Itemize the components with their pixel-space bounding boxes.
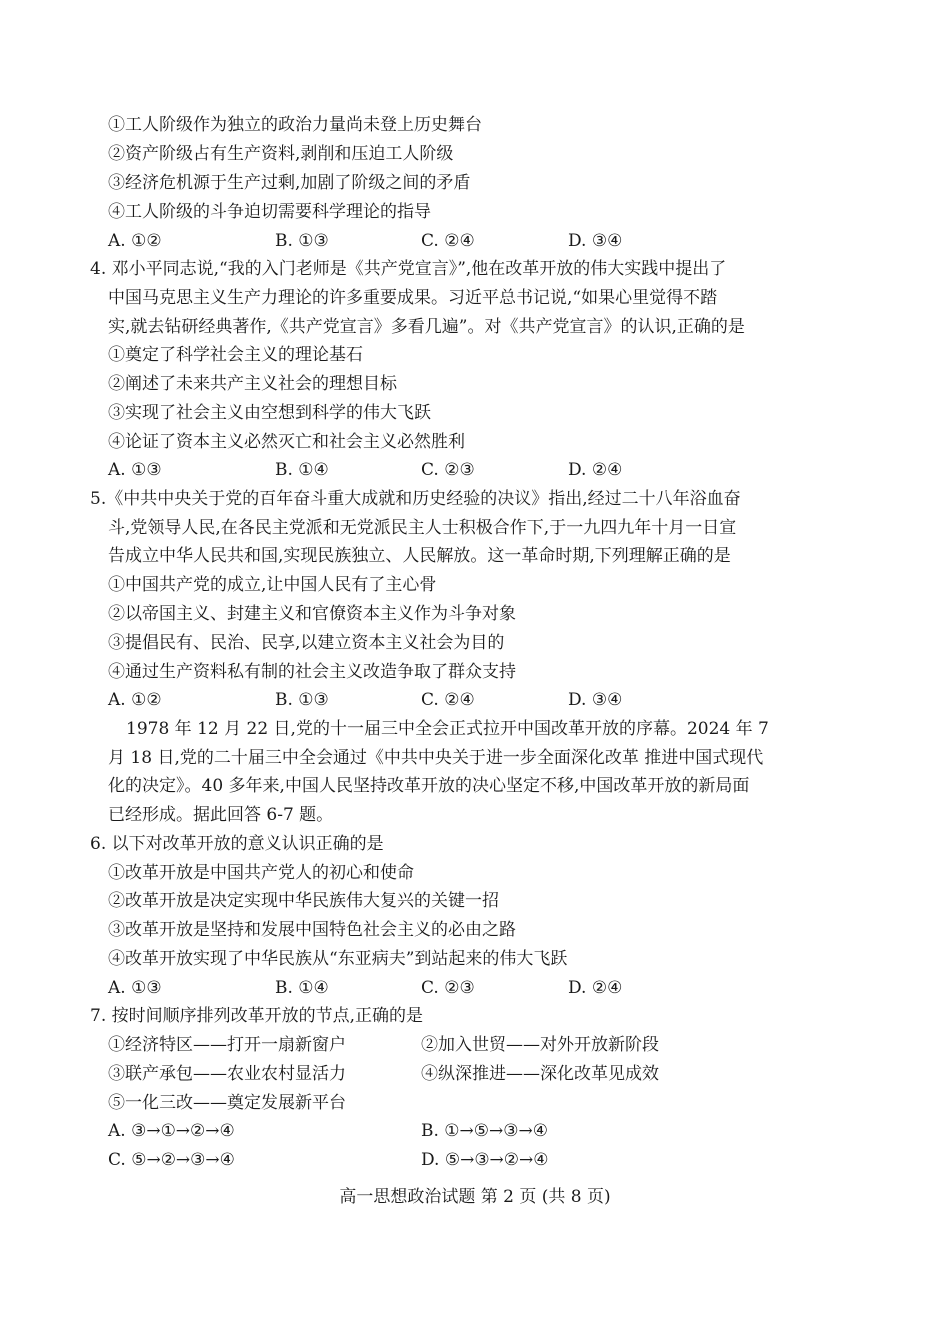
q7-item-1: ①经济特区——打开一扇新窗户: [108, 1035, 346, 1055]
q7-option-a: A. ③→①→②→④: [108, 1121, 235, 1141]
q3-option-a: A. ①②: [108, 231, 162, 251]
q7-item-3: ③联产承包——农业农村显活力: [108, 1064, 346, 1084]
q3-item-2: ②资产阶级占有生产资料,剥削和压迫工人阶级: [108, 144, 454, 164]
page-footer: 高一思想政治试题 第 2 页 (共 8 页): [339, 1187, 611, 1207]
material-line-1: 1978 年 12 月 22 日,党的十一届三中全会正式拉开中国改革开放的序幕。2024 年 7: [126, 719, 769, 739]
q5-option-a: A. ①②: [108, 690, 162, 710]
q6-item-2: ②改革开放是决定实现中华民族伟大复兴的关键一招: [108, 891, 499, 911]
q4-item-2: ②阐述了未来共产主义社会的理想目标: [108, 374, 397, 394]
material-line-4: 已经形成。据此回答 6-7 题。: [108, 805, 334, 825]
q5-stem-line-2: 斗,党领导人民,在各民主党派和无党派民主人士积极合作下,于一九四九年十月一日宣: [108, 518, 737, 538]
q4-item-4: ④论证了资本主义必然灭亡和社会主义必然胜利: [108, 432, 465, 452]
q6-option-d: D. ②④: [568, 978, 623, 998]
q4-option-a: A. ①③: [108, 460, 162, 480]
q5-item-4: ④通过生产资料私有制的社会主义改造争取了群众支持: [108, 662, 516, 682]
q4-item-1: ①奠定了科学社会主义的理论基石: [108, 345, 363, 365]
q4-stem-line-1: 4. 邓小平同志说,“我的入门老师是《共产党宣言》”,他在改革开放的伟大实践中提出了: [90, 259, 727, 279]
q7-item-4: ④纵深推进——深化改革见成效: [421, 1064, 659, 1084]
q7-option-d: D. ⑤→③→②→④: [421, 1150, 549, 1170]
q5-item-2: ②以帝国主义、封建主义和官僚资本主义作为斗争对象: [108, 604, 516, 624]
q5-stem-line-3: 告成立中华人民共和国,实现民族独立、人民解放。这一革命时期,下列理解正确的是: [108, 546, 731, 566]
q3-option-d: D. ③④: [568, 231, 623, 251]
q7-stem: 7. 按时间顺序排列改革开放的节点,正确的是: [90, 1006, 424, 1026]
q7-option-b: B. ①→⑤→③→④: [421, 1121, 548, 1141]
q4-item-3: ③实现了社会主义由空想到科学的伟大飞跃: [108, 403, 431, 423]
q3-option-b: B. ①③: [275, 231, 329, 251]
q4-option-c: C. ②③: [421, 460, 475, 480]
q4-stem-line-2: 中国马克思主义生产力理论的许多重要成果。习近平总书记说,“如果心里觉得不踏: [108, 288, 718, 308]
q6-option-a: A. ①③: [108, 978, 162, 998]
q5-option-b: B. ①③: [275, 690, 329, 710]
q6-item-4: ④改革开放实现了中华民族从“东亚病夫”到站起来的伟大飞跃: [108, 949, 568, 969]
q3-item-3: ③经济危机源于生产过剩,加剧了阶级之间的矛盾: [108, 173, 471, 193]
q6-option-c: C. ②③: [421, 978, 475, 998]
material-line-3: 化的决定》。40 多年来,中国人民坚持改革开放的决心坚定不移,中国改革开放的新局面: [108, 776, 750, 796]
q5-item-1: ①中国共产党的成立,让中国人民有了主心骨: [108, 575, 437, 595]
q6-option-b: B. ①④: [275, 978, 329, 998]
material-line-2: 月 18 日,党的二十届三中全会通过《中共中央关于进一步全面深化改革 推进中国式现代: [108, 748, 764, 768]
q7-option-c: C. ⑤→②→③→④: [108, 1150, 235, 1170]
q7-item-2: ②加入世贸——对外开放新阶段: [421, 1035, 659, 1055]
q6-stem: 6. 以下对改革开放的意义认识正确的是: [90, 834, 384, 854]
q4-option-b: B. ①④: [275, 460, 329, 480]
q4-option-d: D. ②④: [568, 460, 623, 480]
q3-item-4: ④工人阶级的斗争迫切需要科学理论的指导: [108, 202, 431, 222]
q7-item-5: ⑤一化三改——奠定发展新平台: [108, 1093, 346, 1113]
q6-item-1: ①改革开放是中国共产党人的初心和使命: [108, 863, 414, 883]
q6-item-3: ③改革开放是坚持和发展中国特色社会主义的必由之路: [108, 920, 516, 940]
q5-option-c: C. ②④: [421, 690, 475, 710]
q4-stem-line-3: 实,就去钻研经典著作,《共产党宣言》多看几遍”。对《共产党宣言》的认识,正确的是: [108, 317, 745, 337]
q5-stem-line-1: 5.《中共中央关于党的百年奋斗重大成就和历史经验的决议》指出,经过二十八年浴血奋: [90, 489, 741, 509]
q5-item-3: ③提倡民有、民治、民享,以建立资本主义社会为目的: [108, 633, 505, 653]
q3-item-1: ①工人阶级作为独立的政治力量尚未登上历史舞台: [108, 115, 482, 135]
q5-option-d: D. ③④: [568, 690, 623, 710]
q3-option-c: C. ②④: [421, 231, 475, 251]
